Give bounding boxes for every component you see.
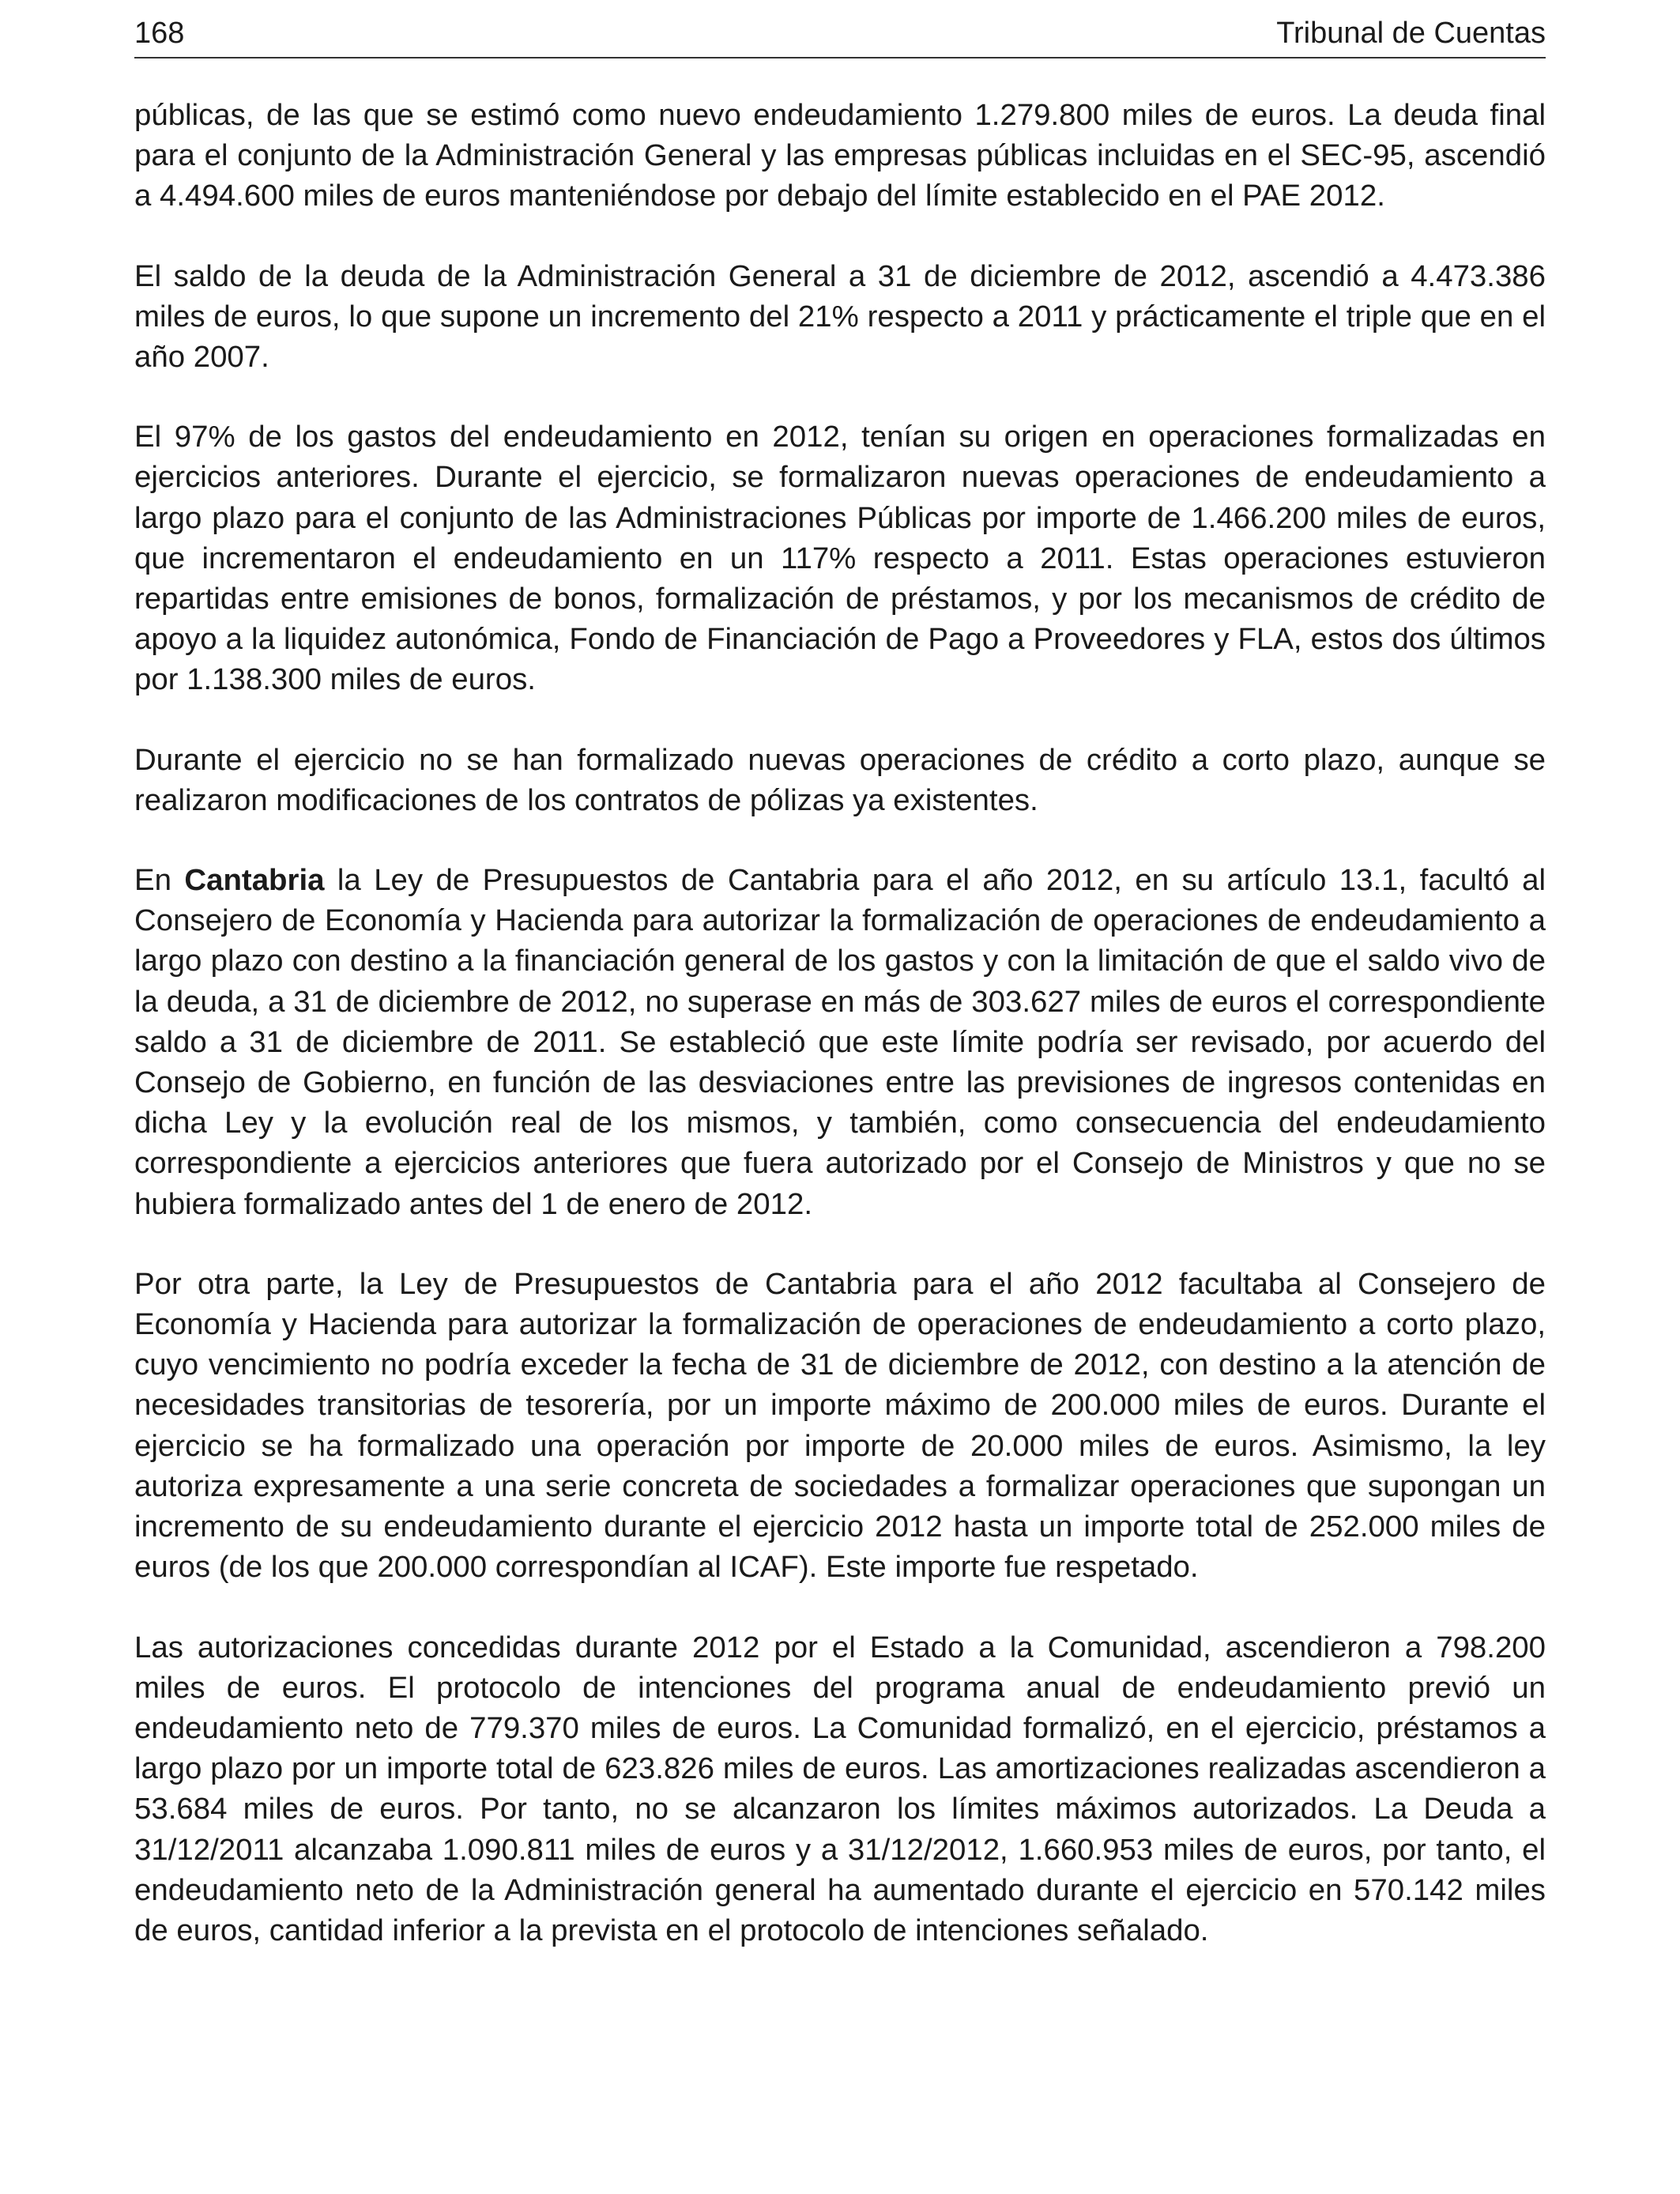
document-page: [134, 0, 1546, 1990]
paragraph-text: El saldo de la deuda de la Administración General a 31 de diciembre de 2012, ascendió a 4.473.386 miles de euros, lo que supone un incremento del 21% respecto a 2011 y prácticamente el triple que en el año 2007.: [134, 258, 1546, 375]
page-number: 168: [134, 17, 185, 50]
paragraph-5: [134, 860, 1546, 1224]
paragraph-1: [134, 95, 1546, 217]
paragraph-3: [134, 417, 1546, 699]
paragraph-prefix: En: [134, 863, 185, 898]
running-title: Tribunal de Cuentas: [1276, 17, 1546, 50]
body-text: [134, 95, 1546, 1951]
page-header: [134, 0, 1546, 58]
paragraph-7: [134, 1627, 1546, 1951]
region-name: Cantabria: [184, 863, 325, 898]
paragraph-6: [134, 1264, 1546, 1588]
paragraph-text: Durante el ejercicio no se han formalizado nuevas operaciones de crédito a corto plazo, aunque se realizaron modificaciones de los contratos de pólizas ya existentes.: [134, 742, 1546, 817]
paragraph-2: [134, 256, 1546, 378]
paragraph-text: públicas, de las que se estimó como nuevo endeudamiento 1.279.800 miles de euros. La deuda final para el conjunto de la Administración General y las empresas públicas incluidas en el SEC-95, ascendió a 4.494.600 miles de euros manteniéndose por debajo del límite establecido en el PAE 2012.: [134, 98, 1546, 213]
paragraph-4: [134, 740, 1546, 820]
paragraph-text: Las autorizaciones concedidas durante 2012 por el Estado a la Comunidad, ascendieron a 798.200 miles de euros. El protocolo de intenciones del programa anual de endeudamiento previó un endeudamiento neto de 779.370 miles de euros. La Comunidad formalizó, en el ejercicio, préstamos a largo plazo por un importe total de 623.826 miles de euros. Las amortizaciones realizadas ascendieron a 53.684 miles de euros. Por tanto, no se alcanzaron los límites máximos autorizados. La Deuda a 31/12/2011 alcanzaba 1.090.811 miles de euros y a 31/12/2012, 1.660.953 miles de euros, por tanto, el endeudamiento neto de la Administración general ha aumentado durante el ejercicio en 570.142 miles de euros, cantidad inferior a la prevista en el protocolo de intenciones señalado.: [134, 1630, 1546, 1947]
paragraph-text: la Ley de Presupuestos de Cantabria para el año 2012, en su artículo 13.1, facultó al Consejero de Economía y Hacienda para autorizar la formalización de operaciones de endeudamiento a largo plazo con destino a la financiación general de los gastos y con la limitación de que el saldo vivo de la deuda, a 31 de diciembre de 2012, no superase en más de 303.627 miles de euros el correspondiente saldo a 31 de diciembre de 2011. Se estableció que este límite podría ser revisado, por acuerdo del Consejo de Gobierno, en función de las desviaciones entre las previsiones de ingresos contenidas en dicha Ley y la evolución real de los mismos, y también, como consecuencia del endeudamiento correspondiente a ejercicios anteriores que fuera autorizado por el Consejo de Ministros y que no se hubiera formalizado antes del 1 de enero de 2012.: [134, 863, 1546, 1221]
paragraph-text: El 97% de los gastos del endeudamiento en 2012, tenían su origen en operaciones formalizadas en ejercicios anteriores. Durante el ejercicio, se formalizaron nuevas operaciones de endeudamiento a largo plazo para el conjunto de las Administraciones Públicas por importe de 1.466.200 miles de euros, que incrementaron el endeudamiento en un 117% respecto a 2011. Estas operaciones estuvieron repartidas entre emisiones de bonos, formalización de préstamos, y por los mecanismos de crédito de apoyo a la liquidez autonómica, Fondo de Financiación de Pago a Proveedores y FLA, estos dos últimos por 1.138.300 miles de euros.: [134, 420, 1546, 697]
paragraph-text: Por otra parte, la Ley de Presupuestos de Cantabria para el año 2012 facultaba al Consejero de Economía y Hacienda para autorizar la formalización de operaciones de endeudamiento a corto plazo, cuyo vencimiento no podría exceder la fecha de 31 de diciembre de 2012, con destino a la atención de necesidades transitorias de tesorería, por un importe máximo de 200.000 miles de euros. Durante el ejercicio se ha formalizado una operación por importe de 20.000 miles de euros. Asimismo, la ley autoriza expresamente a una serie concreta de sociedades a formalizar operaciones que supongan un incremento de su endeudamiento durante el ejercicio 2012 hasta un importe total de 252.000 miles de euros (de los que 200.000 correspondían al ICAF). Este importe fue respetado.: [134, 1266, 1546, 1585]
